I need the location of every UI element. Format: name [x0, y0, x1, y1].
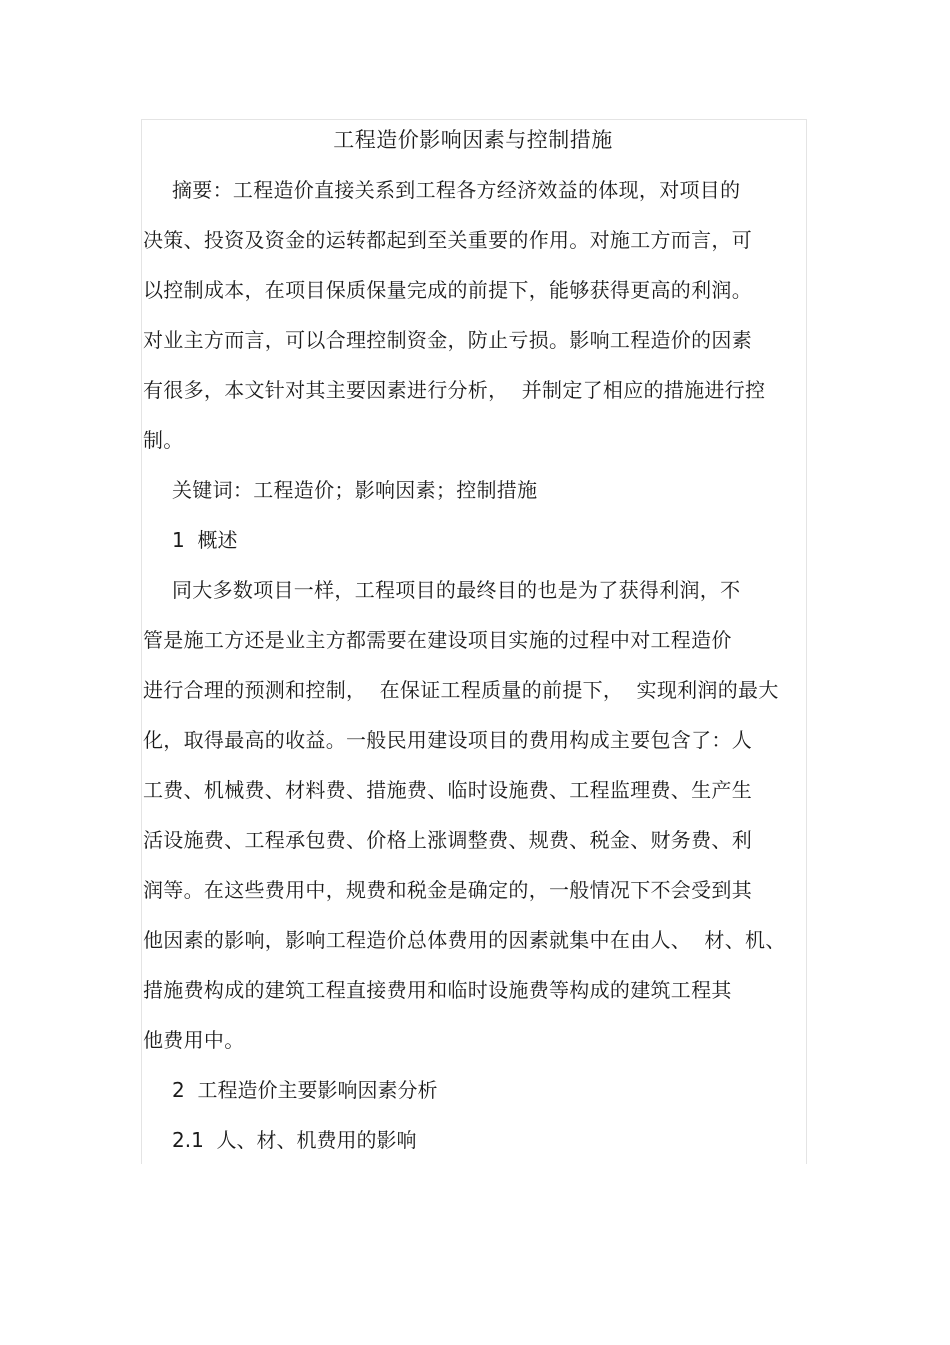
paragraph-line: 化，取得最高的收益。一般民用建设项目的费用构成主要包含了：人 — [143, 728, 752, 752]
paragraph-line: 活设施费、工程承包费、价格上涨调整费、规费、税金、财务费、利 — [143, 828, 752, 852]
section1-paragraph — [143, 572, 803, 1058]
section-heading: 2 工程造价主要影响因素分析 — [172, 1078, 438, 1102]
document-body — [143, 122, 803, 1172]
paragraph-line: 他因素的影响，影响工程造价总体费用的因素就集中在由人、 材、机、 — [143, 928, 786, 952]
paragraph-line: 润等。在这些费用中，规费和税金是确定的，一般情况下不会受到其 — [143, 878, 752, 902]
paragraph-line: 同大多数项目一样，工程项目的最终目的也是为了获得利润，不 — [172, 578, 741, 602]
section-heading: 1 概述 — [172, 528, 238, 552]
abstract-line: 制。 — [143, 428, 184, 452]
abstract-line: 摘要：工程造价直接关系到工程各方经济效益的体现，对项目的 — [172, 178, 741, 202]
paragraph-line: 进行合理的预测和控制， 在保证工程质量的前提下， 实现利润的最大 — [143, 678, 779, 702]
paragraph-line: 他费用中。 — [143, 1028, 245, 1052]
paragraph-line: 措施费构成的建筑工程直接费用和临时设施费等构成的建筑工程其 — [143, 978, 732, 1002]
paragraph-line: 工费、机械费、材料费、措施费、临时设施费、工程监理费、生产生 — [143, 778, 752, 802]
paragraph-line: 管是施工方还是业主方都需要在建设项目实施的过程中对工程造价 — [143, 628, 732, 652]
keywords: 关键词：工程造价；影响因素；控制措施 — [172, 478, 538, 502]
abstract — [143, 172, 803, 458]
subsection-heading: 2.1 人、材、机费用的影响 — [172, 1128, 417, 1152]
abstract-line: 以控制成本，在项目保质保量完成的前提下，能够获得更高的利润。 — [143, 278, 752, 302]
abstract-line: 对业主方而言，可以合理控制资金，防止亏损。影响工程造价的因素 — [143, 328, 752, 352]
abstract-line: 有很多，本文针对其主要因素进行分析， 并制定了相应的措施进行控 — [143, 378, 766, 402]
document-title: 工程造价影响因素与控制措施 — [333, 128, 613, 152]
abstract-line: 决策、投资及资金的运转都起到至关重要的作用。对施工方而言，可 — [143, 228, 752, 252]
